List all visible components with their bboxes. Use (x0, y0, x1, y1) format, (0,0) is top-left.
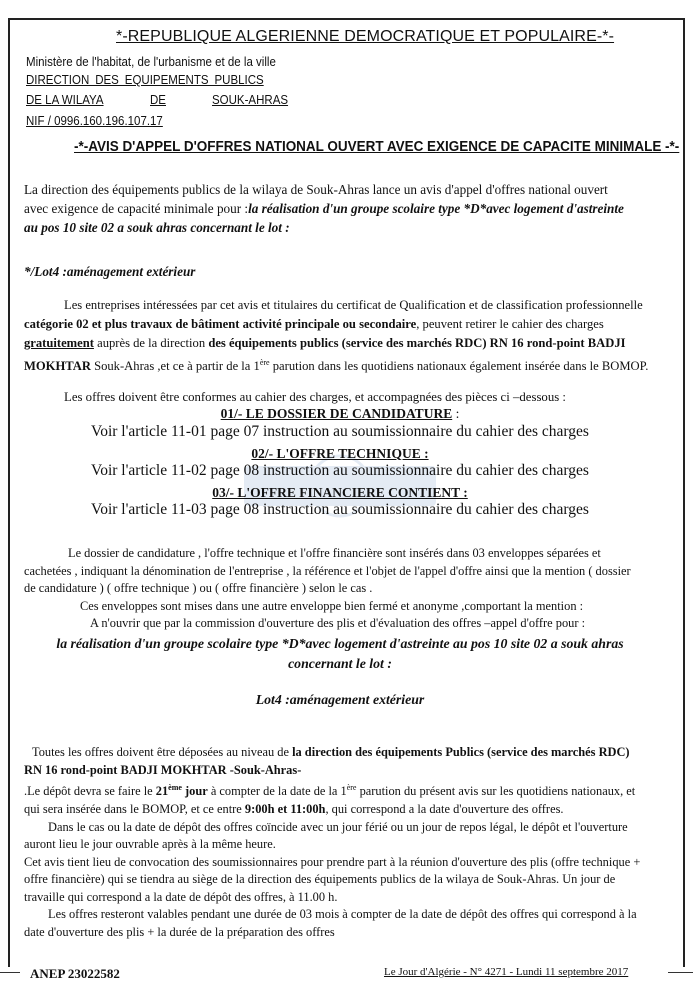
section-technique-line: Voir l'article 11-02 page 08 instruction au soumissionnaire du cahier des charges (91, 462, 589, 479)
object-repeat-line-2: concernant le lot : (288, 656, 392, 671)
section-financiere-head: 03/- L'OFFRE FINANCIERE CONTIENT : (212, 485, 468, 500)
dossier-line-1: Le dossier de candidature , l'offre technique et l'offre financière sont insérés dans 03 enveloppes séparées et (68, 546, 601, 560)
depot-line-6: auront lieu le jour ouvrable après à la même heure. (24, 837, 276, 852)
intro-line-3: au pos 10 site 02 a souk ahras concernant le lot : (24, 220, 290, 235)
dossier-line-3: de candidature ) ( offre technique ) ou ( offre financière ) selon le cas . (24, 581, 373, 595)
depot-line-3: .Le dépôt devra se faire le 21ème jour à compter de la date de la 1ère parution du présent avis sur les quotidiens nationaux, et (24, 783, 636, 799)
depot-line-8: offre financière) qui se tiendra au siège de la direction des équipements publics de la wilaya de Souk-Ahras. Un jour de (24, 872, 616, 887)
section-candidature-head: 01/- LE DOSSIER DE CANDIDATURE : (220, 406, 460, 421)
depot-line-1: Toutes les offres doivent être déposées au niveau de la direction des équipements Publics (service des marchés RDC) (32, 745, 630, 759)
wilaya-line-a: DE LA WILAYA (26, 93, 104, 107)
republic-heading: *-REPUBLIQUE ALGERIENNE DEMOCRATIQUE ET POPULAIRE-*- (116, 28, 615, 45)
enterprises-line-1: Les entreprises intéressées par cet avis et titulaires du certificat de Qualification et de classification professionnelle (64, 298, 643, 312)
intro-line-2: avec exigence de capacité minimale pour :la réalisation d'un groupe scolaire type *D*avec logement d'astreinte (24, 201, 624, 216)
object-repeat-line-1: la réalisation d'un groupe scolaire type *D*avec logement d'astreinte au pos 10 site 02 a souk ahras (56, 636, 624, 651)
dossier-paragraph (24, 545, 656, 633)
ministry-line: Ministère de l'habitat, de l'urbanisme et de la ville (26, 55, 276, 69)
newspaper-source: Le Jour d'Algérie - N° 4271 - Lundi 11 septembre 2017 (384, 966, 629, 978)
depot-line-7: Cet avis tient lieu de convocation des soumissionnaires pour prendre part à la réunion d'ouverture des plis (offre technique + (24, 854, 641, 869)
dossier-line-2: cachetées , indiquant la dénomination de l'entreprise , la référence et l'objet de l'appel d'offre ainsi que la mention ( dossier (24, 563, 631, 578)
section-technique (24, 446, 656, 480)
lot-line: */Lot4 :aménagement extérieur (24, 264, 196, 279)
section-financiere (24, 485, 656, 519)
section-technique-head: 02/- L'OFFRE TECHNIQUE : (251, 446, 429, 461)
object-repeat (24, 634, 656, 674)
dossier-line-5: A n'ouvrir que par la commission d'ouverture des plis et d'évaluation des offres –appel d'offre pour : (90, 616, 586, 630)
section-candidature (24, 405, 656, 441)
enterprises-line-2: catégorie 02 et plus travaux de bâtiment activité principale ou secondaire, peuvent retirer le cahier des charges (24, 317, 604, 331)
wilaya-line-b: DE (150, 93, 166, 107)
enterprises-paragraph (24, 296, 656, 376)
wilaya-line-c: SOUK-AHRAS (212, 93, 289, 107)
section-candidature-line: Voir l'article 11-01 page 07 instruction au soumissionnaire du cahier des charges (91, 423, 589, 440)
avis-title: -*-AVIS D'APPEL D'OFFRES NATIONAL OUVERT AVEC EXIGENCE DE CAPACITE MINIMALE -*- (74, 139, 680, 155)
depot-line-5: Dans le cas ou la date de dépôt des offres coïncide avec un jour férié ou un jour de repos légal, le dépôt et l'ouverture (48, 819, 628, 834)
footer-rule-right (668, 972, 693, 973)
depot-line-9: travaille qui correspond a la date de dépôt des offres, à 11.00 h. (24, 889, 338, 904)
depot-line-2: RN 16 rond-point BADJI MOKHTAR -Souk-Ahras- (24, 762, 302, 777)
anep-reference: ANEP 23022582 (30, 966, 120, 981)
footer-rule-left (0, 972, 20, 973)
depot-paragraph (24, 744, 656, 942)
enterprises-line-3: gratuitement auprès de la direction des équipements publics (service des marchés RDC) RN 16 rond-point BADJI (24, 336, 626, 350)
intro-paragraph (24, 180, 656, 237)
nif-line: NIF / 0996.160.196.107.17 (26, 114, 163, 128)
enterprises-line-4: MOKHTAR Souk-Ahras ,et ce à partir de la 1ère parution dans les quotidiens nationaux également insérée dans le BOMOP. (24, 358, 649, 374)
intro-line-1: La direction des équipements publics de la wilaya de Souk-Ahras lance un avis d'appel d'offres national ouvert (24, 182, 608, 197)
depot-line-4: qui sera insérée dans le BOMOP, et ce entre 9:00h et 11:00h, qui correspond a la date d'ouverture des offres. (24, 801, 564, 816)
lot-repeat: Lot4 :aménagement extérieur (255, 692, 425, 707)
section-financiere-line: Voir l'article 11-03 page 08 instruction au soumissionnaire du cahier des charges (91, 501, 589, 518)
depot-line-11: date d'ouverture des plis + la durée de la préparation des offres (24, 925, 335, 940)
direction-line: DIRECTION DES EQUIPEMENTS PUBLICS (26, 73, 264, 87)
dossier-line-4: Ces enveloppes sont mises dans une autre enveloppe bien fermé et anonyme ,comportant la mention : (80, 598, 584, 613)
depot-line-10: Les offres resteront valables pendant une durée de 03 mois à compter de la date de dépôt des offres qui correspond à la (48, 907, 637, 922)
offres-intro: Les offres doivent être conformes au cahier des charges, et accompagnées des pièces ci –dessous : (64, 390, 566, 404)
